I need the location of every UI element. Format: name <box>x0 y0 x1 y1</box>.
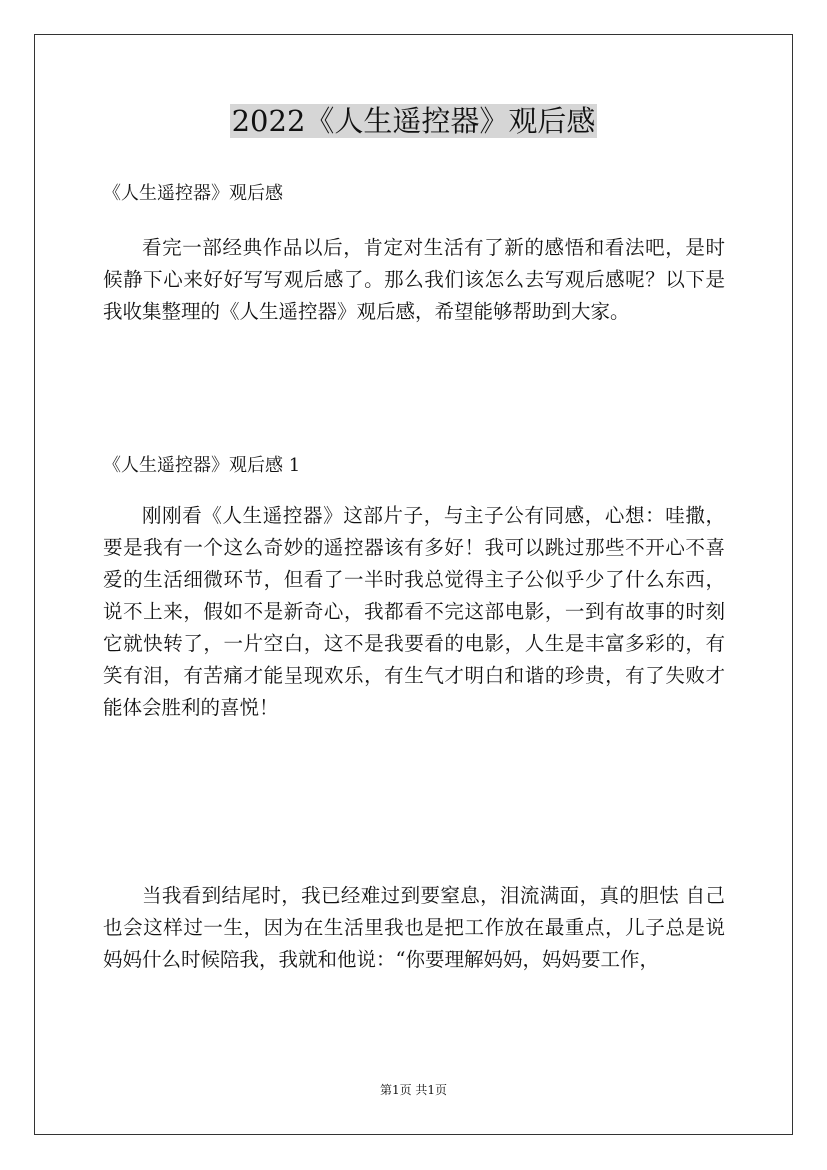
document-title <box>0 100 827 142</box>
section1-paragraph-2: 当我看到结尾时，我已经难过到要窒息，泪流满面，真的胆怯 自己也会这样过一生，因为在生活里我也是把工作放在最重点，儿子总是说妈妈什么时候陪我，我就和他说：“你要理解妈妈，妈妈要工作， <box>103 884 725 971</box>
page-number-label: 第1页 共1页 <box>379 1083 448 1097</box>
page-footer <box>0 1082 827 1098</box>
document-title-text: 2022《人生遥控器》观后感 <box>231 104 596 138</box>
section1-heading: 《人生遥控器》观后感 1 <box>103 455 301 476</box>
section1-paragraph-1: 刚刚看《人生遥控器》这部片子，与主子公有同感，心想：哇撒，要是我有一个这么奇妙的遥控器该有多好！我可以跳过那些不开心不喜爱的生活细微环节，但看了一半时我总觉得主子公似乎少了什么东西，说不上来，假如不是新奇心，我都看不完这部电影，一到有故事的时刻它就快转了，一片空白，这不是我要看的电影，人生是丰富多彩的，有笑有泪，有苦痛才能呈现欢乐，有生气才明白和谐的珍贵，有了失败才能体会胜利的喜悦！ <box>103 504 725 719</box>
intro-heading: 《人生遥控器》观后感 <box>103 183 283 204</box>
intro-paragraph: 看完一部经典作品以后，肯定对生活有了新的感悟和看法吧，是时候静下心来好好写写观后感了。那么我们该怎么去写观后感呢？以下是我收集整理的《人生遥控器》观后感，希望能够帮助到大家。 <box>103 236 725 323</box>
